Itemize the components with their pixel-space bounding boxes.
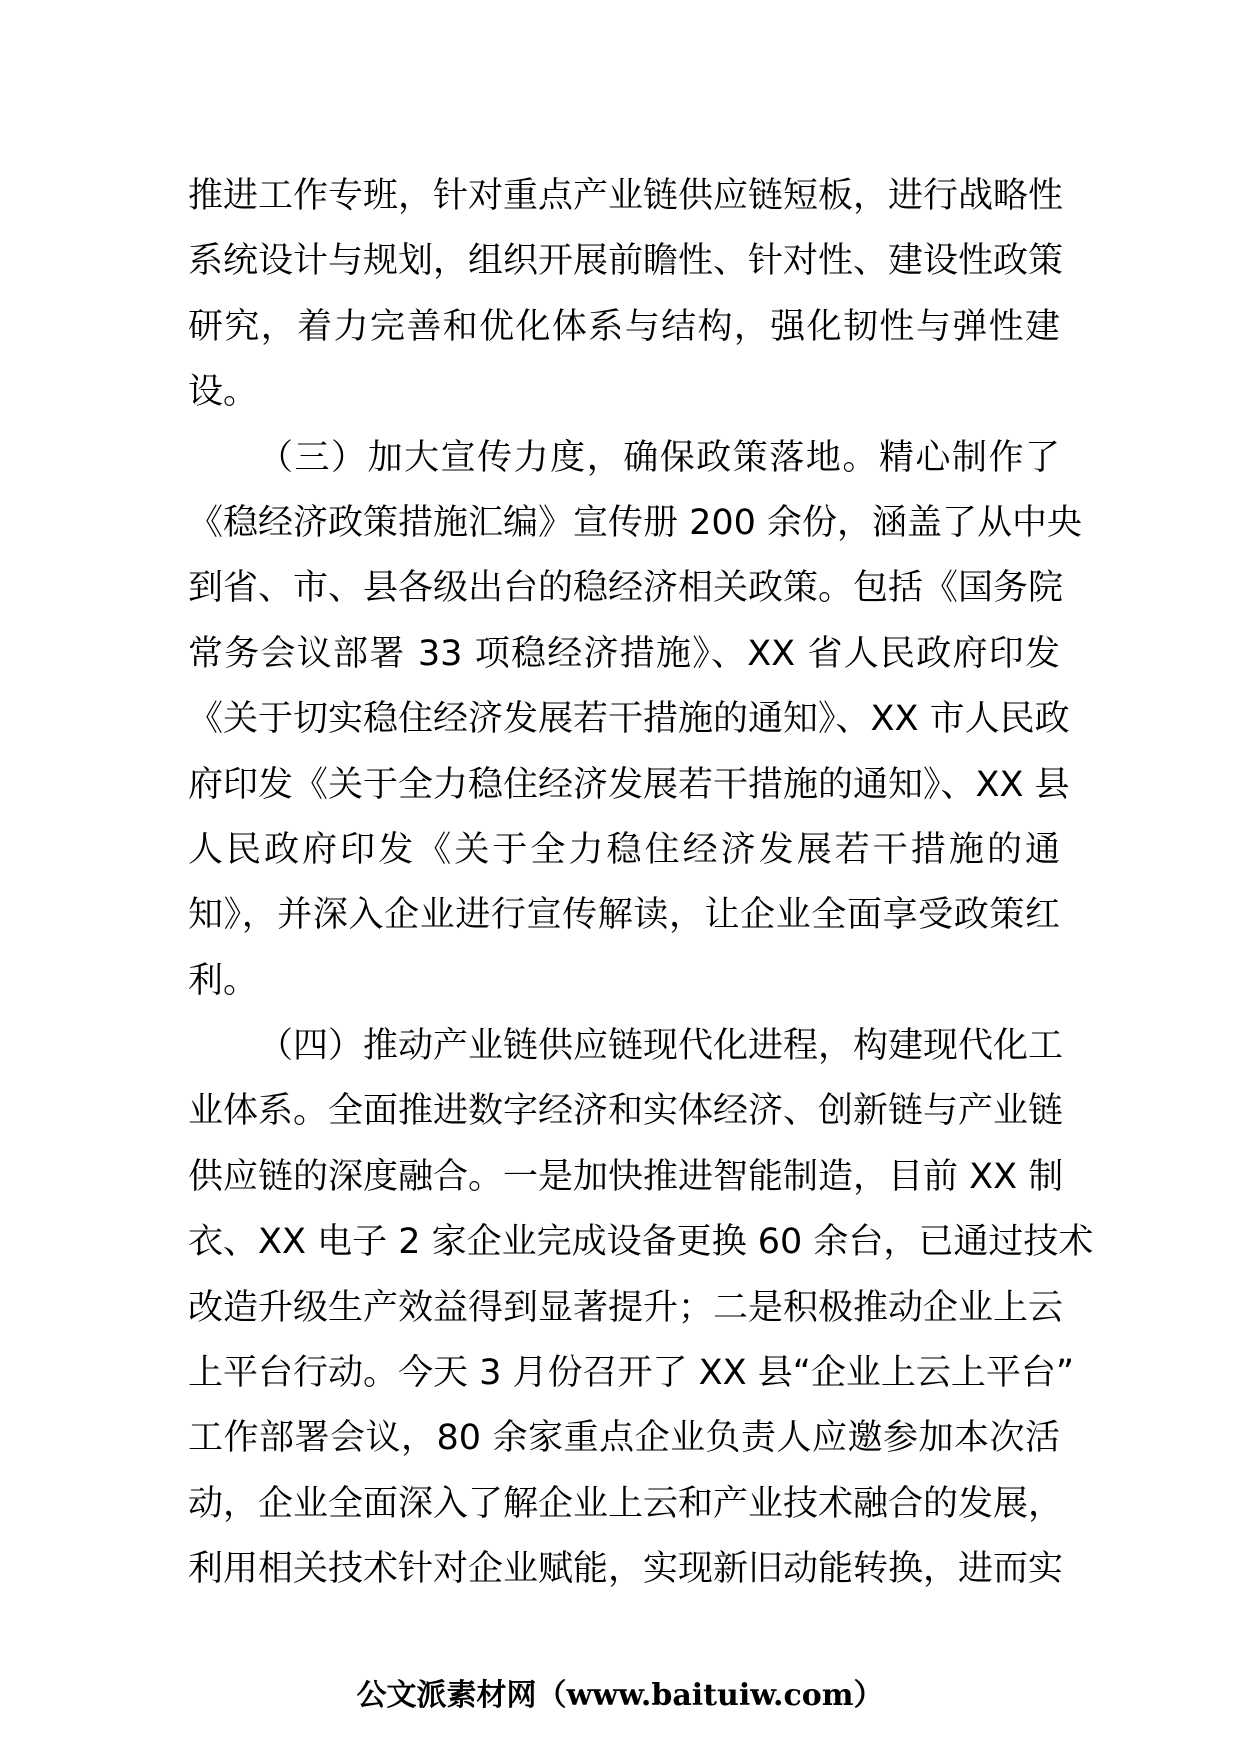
text-line: 业体系。全面推进数字经济和实体经济、创新链与产业链 (188, 1091, 1064, 1132)
text-line: 知》，并深入企业进行宣传解读，让企业全面享受政策红 (188, 895, 1060, 936)
text-line: 设。 (188, 372, 259, 413)
footer-watermark: 公文派素材网（www.baituiw.com） (356, 1678, 884, 1713)
text-line: 改造升级生产效益得到显著提升；二是积极推动企业上云 (188, 1287, 1064, 1328)
text-line: 供应链的深度融合。一是加快推进智能制造，目前 XX 制 (188, 1156, 1064, 1197)
text-line: 府印发《关于全力稳住经济发展若干措施的通知》、XX 县 (188, 764, 1070, 805)
text-line: 《关于切实稳住经济发展若干措施的通知》、XX 市人民政 (188, 699, 1070, 740)
text-line: 利。 (188, 960, 259, 1001)
text-line: 到省、市、县各级出台的稳经济相关政策。包括《国务院 (188, 568, 1064, 609)
text-line: 工作部署会议，80 余家重点企业负责人应邀参加本次活 (188, 1418, 1060, 1459)
text-line: 《稳经济政策措施汇编》宣传册 200 余份，涵盖了从中央 (188, 502, 1083, 543)
text-line: 人民政府印发《关于全力稳住经济发展若干措施的通 (188, 829, 1060, 870)
text-line: 上平台行动。今天 3 月份召开了 XX 县“企业上云上平台” (188, 1353, 1074, 1394)
section-heading-line: （四）推动产业链供应链现代化进程，构建现代化工 (258, 1026, 1064, 1067)
text-line: 衣、XX 电子 2 家企业完成设备更换 60 余台，已通过技术 (188, 1222, 1094, 1263)
text-line: 利用相关技术针对企业赋能，实现新旧动能转换，进而实 (188, 1549, 1064, 1590)
document-body (188, 164, 1094, 1603)
text-line: 动，企业全面深入了解企业上云和产业技术融合的发展， (188, 1483, 1064, 1524)
text-line: 系统设计与规划，组织开展前瞻性、针对性、建设性政策 (188, 241, 1064, 282)
section-heading-line: （三）加大宣传力度，确保政策落地。精心制作了 (258, 437, 1060, 478)
text-line: 常务会议部署 33 项稳经济措施》、XX 省人民政府印发 (188, 633, 1060, 674)
text-line: 研究，着力完善和优化体系与结构，强化韧性与弹性建 (188, 306, 1060, 347)
text-line: 推进工作专班，针对重点产业链供应链短板，进行战略性 (188, 176, 1064, 216)
